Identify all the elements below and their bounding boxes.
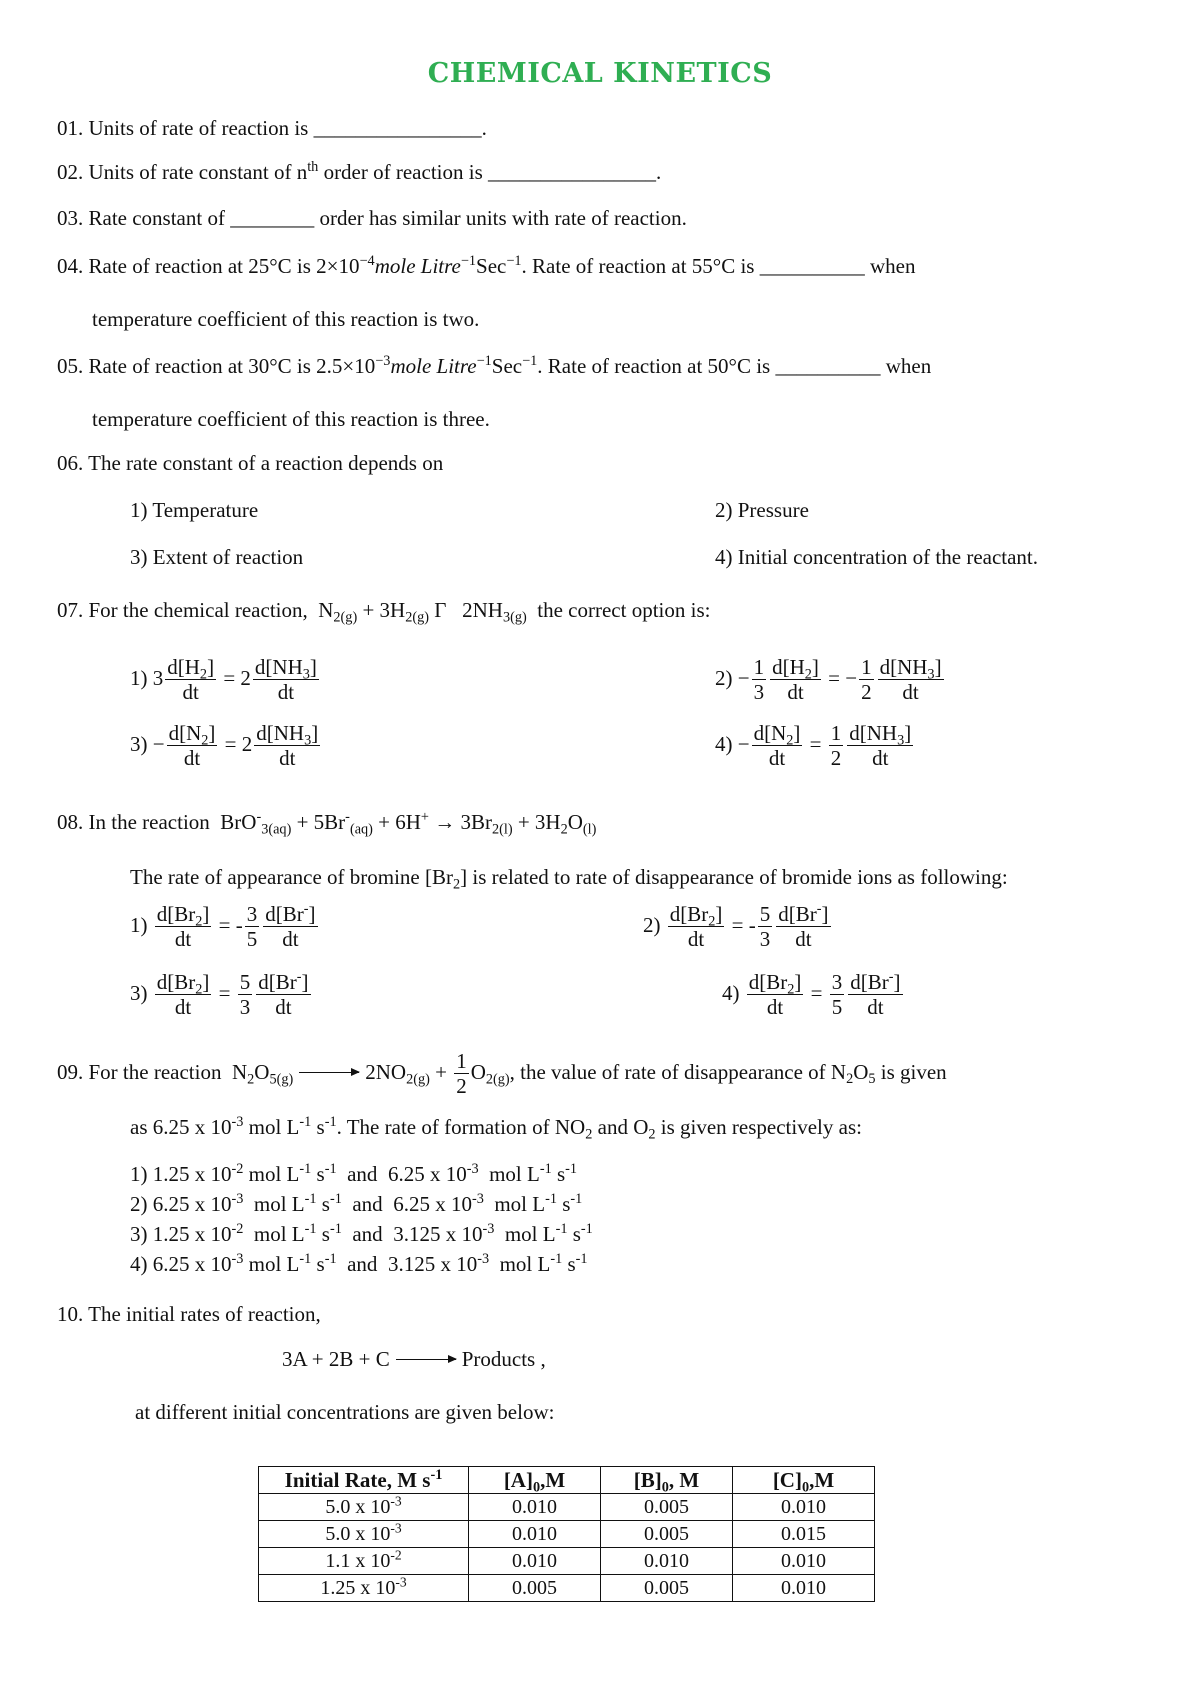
question-01: 01. Units of rate of reaction is ________________. [57,116,487,140]
q09-option-4: 4) 6.25 x $10^{-3}$ mol $L^{-1}$ $s^{-1}$ and 3.125 x $10^{-3}$ mol $L^{-1}$ $s^{-1}$ [130,1251,588,1276]
q02-text-a: 02. Units of rate constant of [57,160,292,184]
cell-rate: 5.0 x $10^{-3}$ [259,1521,469,1548]
question-03: 03. Rate constant of ________ order has similar units with rate of reaction. [57,206,687,230]
cell-c: 0.010 [733,1575,875,1602]
q04-unit: mole Litre [374,254,461,278]
q04-sec: Sec [476,254,507,278]
q09-l2b: mol L [243,1115,300,1139]
table-header-row [259,1467,875,1494]
q09-text-d: is given [875,1059,947,1084]
cell-b: 0.010 [601,1548,733,1575]
cell-a: 0.010 [469,1521,601,1548]
table-row [259,1494,875,1521]
q08-option-4: 4) $\frac{d[Br_2]}{dt}$ = $\frac{3}{5}$ $\frac{d[Br^-]}{dt}$ [722,969,901,1020]
table-row [259,1575,875,1602]
cell-rate: 1.25 x $10^{-3}$ [259,1575,469,1602]
question-02 [57,160,661,185]
q09-l2f: is given respectively as: [655,1115,862,1139]
q02-text-b: order of reaction is ________________. [323,160,662,184]
q05-sec-exp: −1 [522,353,538,370]
q08-stem-a: The rate of appearance of bromine [Br [130,865,453,889]
question-05 [57,354,931,379]
q08-option-2: 2) $\frac{d[Br_2]}{dt}$ = - $\frac{5}{3}$ $\frac{d[Br^-]}{dt}$ [643,901,829,952]
q09-l2c: s [311,1115,325,1139]
question-04 [57,254,915,279]
cell-b: 0.005 [601,1521,733,1548]
q04-text-a: 04. Rate of reaction at 25°C is [57,254,311,278]
q02-n: n [296,160,308,184]
question-06: 06. The rate constant of a reaction depends on [57,451,444,475]
q09-l2a: as 6.25 x 10 [130,1115,232,1139]
question-07 [57,598,711,626]
q05-text-a: 05. Rate of reaction at 30°C is [57,354,311,378]
q07-option-4: 4) − $\frac{d[N_2]}{dt}$ = $\frac{1}{2}$ $\frac{d[NH_3]}{dt}$ [715,721,912,771]
q05-unit-exp: −1 [476,353,492,370]
q08-stem-b: ] is related to rate of disappearance of bromide ions as following: [460,865,1008,889]
q05-unit: mole Litre [390,354,477,378]
question-09: 09. For the reaction $N_2O_{5(g)}$ $2NO_{2(g)}$ + $\frac{1}{2}$ $O_{2(g)}$, the value of rate of disappearance of $N_2O_5$ is given [57,1049,947,1099]
cell-rate: 1.1 x $10^{-2}$ [259,1548,469,1575]
q09-line-2: as 6.25 x $10^{-3}$ mol $L^{-1}$ $s^{-1}$. The rate of formation of $NO_2$ and $O_2$ is given respectively as: [130,1114,862,1143]
q09-option-3: 3) 1.25 x $10^{-2}$ mol $L^{-1}$ $s^{-1}$ and 3.125 x $10^{-3}$ mol $L^{-1}$ $s^{-1}$ [130,1221,593,1246]
q04-text-b: . Rate of reaction at 55°C is __________ when [521,254,916,278]
q08-stem: The rate of appearance of bromine $[Br_2]$ is related to rate of disappearance of bromide ions as following: [130,865,1008,893]
q09-option-1: 1) 1.25 x $10^{-2}$ mol $L^{-1}$ $s^{-1}$ and 6.25 x $10^{-3}$ mol $L^{-1}$ $s^{-1}$ [130,1161,578,1186]
question-08 [57,809,597,838]
q09-l2e: and O [592,1115,649,1139]
cell-b: 0.005 [601,1575,733,1602]
q07-option-2: 2) − $\frac{1}{3}$ $\frac{d[H_2]}{dt}$ = − $\frac{1}{2}$ $\frac{d[NH_3]}{dt}$ [715,655,942,705]
q09-l2d: . The rate of formation of NO [336,1115,586,1139]
q10-reactants: 3A + 2B + C [282,1347,390,1371]
q04-unit-exp: −1 [460,253,477,270]
q04-value: 2×10 [316,254,360,278]
table-row [259,1548,875,1575]
q09-text-a: 09. For the reaction [57,1059,222,1084]
q08-option-1: 1) $\frac{d[Br_2]}{dt}$ = - $\frac{3}{5}$ $\frac{d[Br^-]}{dt}$ [130,901,316,952]
q02-th: th [307,159,319,176]
q05-exp: −3 [375,353,391,370]
q07-text-a: 07. For the chemical reaction, [57,598,308,622]
q06-option-2: 2) Pressure [715,498,809,522]
q09-equation: $N_2O_{5(g)}$ $2NO_{2(g)}$ + $\frac{1}{2}$ $O_{2(g)}$ [226,1049,510,1099]
q09-text-b: , the value of rate of disappearance of N [509,1059,847,1084]
q09-text-c: O [853,1059,869,1084]
q10-products: Products , [461,1347,546,1371]
cell-c: 0.015 [733,1521,875,1548]
rate-table [258,1466,875,1602]
page-title: CHEMICAL KINETICS [427,58,773,89]
table-row [259,1521,875,1548]
cell-a: 0.005 [469,1575,601,1602]
q06-option-3: 3) Extent of reaction [130,545,304,569]
q10-subtext: at different initial concentrations are given below: [135,1400,555,1424]
question-10: 10. The initial rates of reaction, [57,1302,321,1326]
q05-value: 2.5×10 [316,354,376,378]
q07-equation: $N_{2(g)} + 3H_{2(g)}$ Γ $2NH_{3(g)}$ [313,598,527,626]
header-c: $[C]_0,M$ [733,1467,875,1494]
question-05-cont: temperature coefficient of this reaction is three. [92,407,490,431]
q08-equation: $BrO^-_{3(aq)} + 5Br^-_{(aq)} + 6H^+ \to 3Br_{2(l)} + 3H_2O_{(l)}$ [215,809,597,838]
question-04-cont: temperature coefficient of this reaction is two. [92,307,480,331]
q07-option-3: 3) − $\frac{d[N_2]}{dt}$ = 2 $\frac{d[NH_3]}{dt}$ [130,721,319,771]
cell-b: 0.005 [601,1494,733,1521]
q04-exp: −4 [359,253,375,270]
q07-text-b: the correct option is: [537,598,711,622]
header-rate: Initial Rate, M $s^{-1}$ [259,1467,469,1494]
q06-option-4: 4) Initial concentration of the reactant. [715,545,1039,569]
q08-option-3: 3) $\frac{d[Br_2]}{dt}$ = $\frac{5}{3}$ $\frac{d[Br^-]}{dt}$ [130,969,309,1020]
header-a: $[A]_0,M$ [469,1467,601,1494]
cell-a: 0.010 [469,1548,601,1575]
q10-equation [282,1347,546,1372]
q08-text-a: 08. In the reaction [57,810,210,834]
cell-rate: 5.0 x $10^{-3}$ [259,1494,469,1521]
q05-text-b: . Rate of reaction at 50°C is __________ when [537,354,932,378]
header-b: $[B]_0$, M [601,1467,733,1494]
q04-sec-exp: −1 [506,253,522,270]
q06-option-1: 1) Temperature [130,498,259,522]
cell-c: 0.010 [733,1494,875,1521]
q05-sec: Sec [491,354,523,378]
q09-option-2: 2) 6.25 x $10^{-3}$ mol $L^{-1}$ $s^{-1}$ and 6.25 x $10^{-3}$ mol $L^{-1}$ $s^{-1}$ [130,1191,583,1216]
cell-c: 0.010 [733,1548,875,1575]
cell-a: 0.010 [469,1494,601,1521]
q07-option-1: 1) 3 $\frac{d[H_2]}{dt}$ = 2 $\frac{d[NH_3]}{dt}$ [130,655,317,705]
